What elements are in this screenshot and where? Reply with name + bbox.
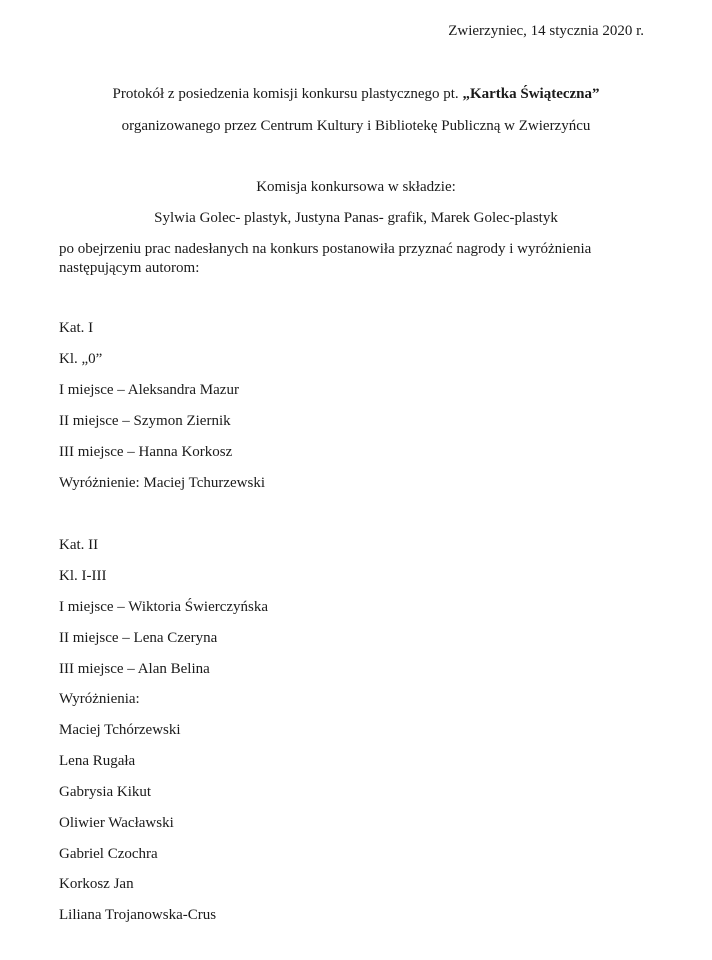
- category-2-label: Kat. II: [59, 537, 99, 553]
- category-1-class: Kl. „0”: [59, 351, 103, 367]
- category-1-first-place: I miejsce – Aleksandra Mazur: [59, 382, 239, 398]
- category-2-first-place: I miejsce – Wiktoria Świerczyńska: [59, 599, 269, 615]
- category-2-class: Kl. I-III: [59, 568, 107, 584]
- title-line-1: [0, 85, 712, 103]
- honorable-list-item: Maciej Tchórzewski: [59, 722, 181, 738]
- category-1-honorable-mention: Wyróżnienie: Maciej Tchurzewski: [59, 475, 266, 491]
- title-line-2: organizowanego przez Centrum Kultury i Bibliotekę Publiczną w Zwierzyńcu: [121, 118, 591, 134]
- category-1-second-place: II miejsce – Szymon Ziernik: [59, 413, 231, 429]
- title-prefix: Protokół z posiedzenia komisji konkursu plastycznego pt.: [112, 86, 463, 102]
- category-2-honorable-heading: Wyróżnienia:: [59, 691, 140, 707]
- contest-name: „Kartka Świąteczna”: [462, 86, 600, 102]
- decision-line-2: następującym autorom:: [59, 260, 200, 276]
- category-1-third-place: III miejsce – Hanna Korkosz: [59, 444, 233, 460]
- committee-heading: Komisja konkursowa w składzie:: [256, 179, 456, 195]
- honorable-list-item: Gabrysia Kikut: [59, 784, 152, 800]
- category-2-third-place: III miejsce – Alan Belina: [59, 661, 210, 677]
- category-1-label: Kat. I: [59, 320, 94, 336]
- honorable-list-item: Lena Rugała: [59, 753, 136, 769]
- honorable-list-item: Liliana Trojanowska-Crus: [59, 907, 217, 923]
- committee-members: Sylwia Golec- plastyk, Justyna Panas- grafik, Marek Golec-plastyk: [154, 210, 558, 226]
- honorable-list-item: Korkosz Jan: [59, 876, 134, 892]
- honorable-list-item: Gabriel Czochra: [59, 846, 158, 862]
- place-date: Zwierzyniec, 14 stycznia 2020 r.: [448, 23, 644, 39]
- honorable-list-item: Oliwier Wacławski: [59, 815, 174, 831]
- category-2-second-place: II miejsce – Lena Czeryna: [59, 630, 218, 646]
- decision-line-1: po obejrzeniu prac nadesłanych na konkurs postanowiła przyznać nagrody i wyróżnienia: [59, 241, 592, 257]
